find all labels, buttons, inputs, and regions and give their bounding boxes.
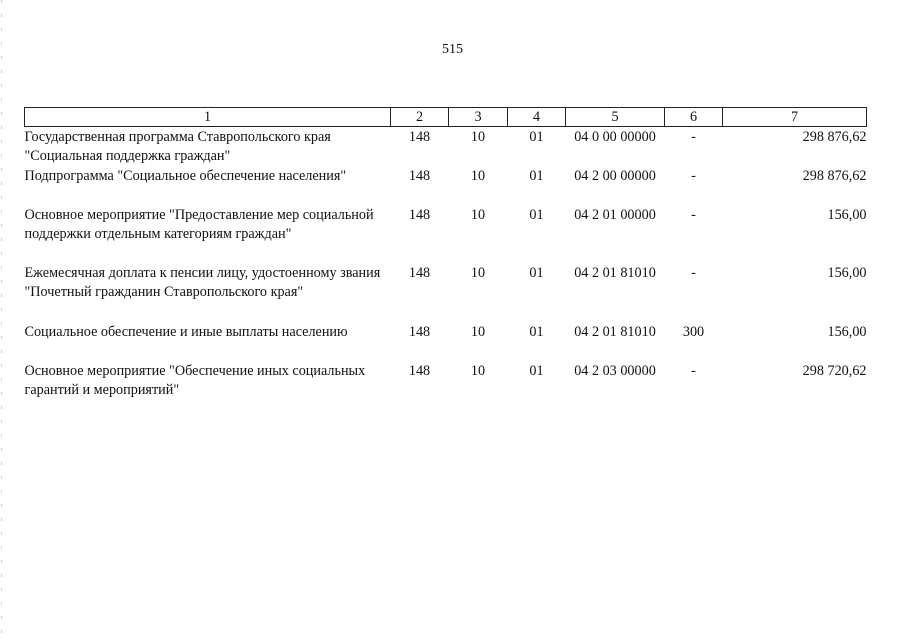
- row-section-code: 10: [470, 207, 486, 223]
- row-section-code: 10: [470, 265, 486, 281]
- row-expense-type: -: [691, 207, 696, 223]
- row-amount: 298 876,62: [802, 129, 867, 145]
- column-header-5: 5: [566, 108, 665, 127]
- row-subsection-code: 01: [529, 207, 544, 223]
- page-edge-rule: [1, 0, 2, 640]
- row-amount: 156,00: [827, 324, 867, 340]
- row-target-article: 04 0 00 00000: [574, 129, 656, 145]
- row-amount: 298 876,62: [802, 168, 867, 184]
- row-name: Основное мероприятие "Предоставление мер социальной поддержки отдельным категориям граждан": [24, 207, 374, 242]
- row-amount: 156,00: [827, 265, 867, 281]
- row-ministry-code: 148: [408, 363, 431, 379]
- header-row: [25, 108, 867, 127]
- column-header-6: 6: [665, 108, 723, 127]
- table-row: [25, 206, 867, 264]
- row-ministry-code: 148: [408, 324, 431, 340]
- row-name: Ежемесячная доплата к пенсии лицу, удостоенному звания "Почетный гражданин Ставропольского края": [24, 265, 381, 300]
- column-header-2: 2: [391, 108, 449, 127]
- row-section-code: 10: [470, 168, 486, 184]
- row-subsection-code: 01: [529, 129, 544, 145]
- row-ministry-code: 148: [408, 207, 431, 223]
- row-ministry-code: 148: [408, 129, 431, 145]
- column-header-3: 3: [449, 108, 508, 127]
- row-expense-type: 300: [682, 324, 705, 340]
- column-header-1: 1: [25, 108, 391, 127]
- row-expense-type: -: [691, 168, 696, 184]
- row-section-code: 10: [470, 363, 486, 379]
- row-expense-type: -: [691, 129, 696, 145]
- column-header-4: 4: [508, 108, 566, 127]
- row-subsection-code: 01: [529, 168, 544, 184]
- row-target-article: 04 2 01 81010: [574, 265, 656, 281]
- row-target-article: 04 2 01 81010: [574, 324, 656, 340]
- row-section-code: 10: [470, 324, 486, 340]
- row-target-article: 04 2 03 00000: [574, 363, 656, 379]
- row-target-article: 04 2 00 00000: [574, 168, 656, 184]
- row-name: Основное мероприятие "Обеспечение иных социальных гарантий и мероприятий": [24, 363, 366, 398]
- row-subsection-code: 01: [529, 324, 544, 340]
- row-section-code: 10: [470, 129, 486, 145]
- budget-table: [24, 107, 867, 402]
- row-name: Государственная программа Ставропольского края "Социальная поддержка граждан": [24, 129, 331, 164]
- row-target-article: 04 2 01 00000: [574, 207, 656, 223]
- row-ministry-code: 148: [408, 168, 431, 184]
- table-row: [25, 167, 867, 206]
- row-amount: 156,00: [827, 207, 867, 223]
- table-row: [25, 323, 867, 362]
- row-subsection-code: 01: [529, 363, 544, 379]
- row-amount: 298 720,62: [802, 363, 867, 379]
- table-row: [25, 362, 867, 402]
- table-row: [25, 264, 867, 323]
- column-header-7: 7: [723, 108, 867, 127]
- row-expense-type: -: [691, 265, 696, 281]
- row-subsection-code: 01: [529, 265, 544, 281]
- table-row: [25, 127, 867, 168]
- row-name: Социальное обеспечение и иные выплаты населению: [24, 324, 348, 340]
- page-number: 515: [442, 42, 463, 57]
- row-expense-type: -: [691, 363, 696, 379]
- table-header: [25, 108, 867, 127]
- row-name: Подпрограмма "Социальное обеспечение населения": [24, 168, 347, 184]
- row-ministry-code: 148: [408, 265, 431, 281]
